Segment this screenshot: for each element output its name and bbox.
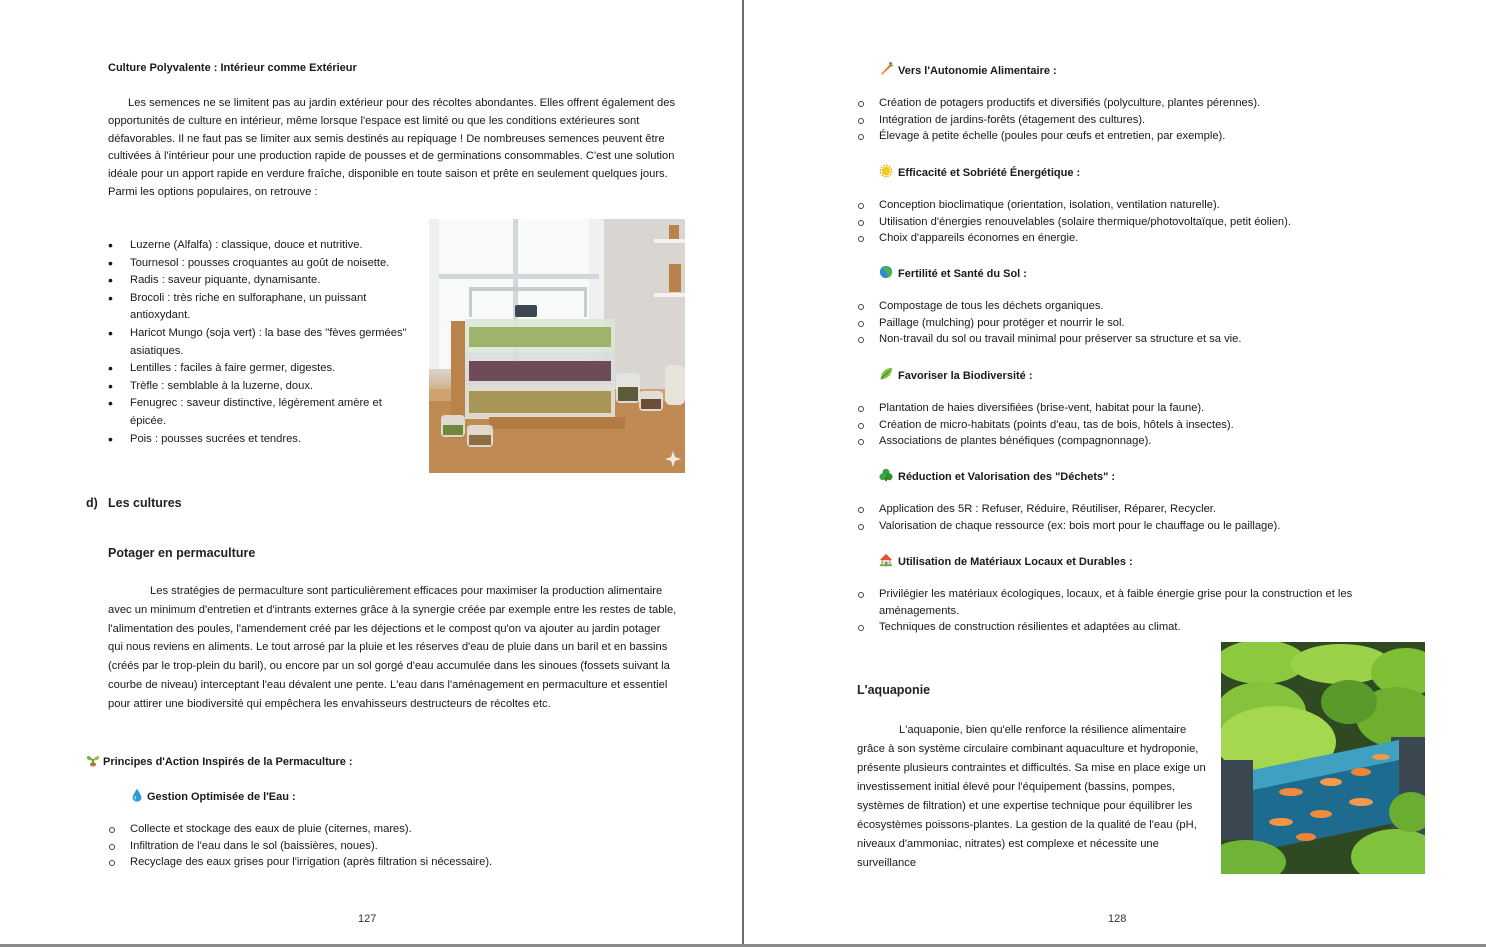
sprout-image-art (429, 219, 685, 473)
sprout-list-item: • Brocoli : très riche en sulforaphane, un puissant antioxydant. (108, 290, 418, 325)
section-list-item: Privilégier les matériaux écologiques, locaux, et à faible énergie grise pour la construction et les aménagements. (857, 586, 1417, 619)
sprout-list-item: • Tournesol : pousses croquantes au goût de noisette. (108, 255, 418, 273)
section-list (857, 95, 1417, 145)
sprout-list-item: • Fenugrec : saveur distinctive, légèrement amère et épicée. (108, 395, 418, 430)
section-heading (879, 553, 1133, 568)
water-heading-text: Gestion Optimisée de l'Eau : (147, 791, 296, 803)
section-list (857, 298, 1417, 348)
sprout-list-item: • Trèfle : semblable à la luzerne, doux. (108, 378, 418, 396)
section-list-item: Paillage (mulching) pour protéger et nourrir le sol. (857, 315, 1417, 332)
water-list-item: Collecte et stockage des eaux de pluie (citernes, mares). (108, 821, 668, 838)
section-list (857, 586, 1417, 636)
page-right (744, 0, 1486, 945)
sprout-list-item: • Pois : pousses sucrées et tendres. (108, 431, 418, 449)
section-heading (879, 62, 1057, 77)
section-list-item: Application des 5R : Refuser, Réduire, Réutiliser, Réparer, Recycler. (857, 501, 1417, 518)
principles-heading (86, 753, 353, 768)
sprout-list-item: • Lentilles : faciles à faire germer, digestes. (108, 360, 418, 378)
section-list (857, 400, 1417, 450)
section-list-item: Élevage à petite échelle (poules pour œufs et entretien, par exemple). (857, 128, 1417, 145)
section-list-item: Conception bioclimatique (orientation, isolation, ventilation naturelle). (857, 197, 1417, 214)
page-left (0, 0, 742, 945)
sprout-list-item: • Haricot Mungo (soja vert) : la base des "fèves germées" asiatiques. (108, 325, 418, 360)
section-list-item: Valorisation de chaque ressource (ex: bois mort pour le chauffage ou le paillage). (857, 518, 1417, 535)
section-heading-text: Fertilité et Santé du Sol : (898, 268, 1027, 280)
page-number: 128 (1108, 913, 1127, 925)
sprout-list-item: • Luzerne (Alfalfa) : classique, douce et nutritive. (108, 237, 418, 255)
water-heading (130, 788, 296, 803)
intro-paragraph: Les semences ne se limitent pas au jardin extérieur pour des récoltes abondantes. Elles offrent également des opportunités de culture en intérieur, même lorsque l'espace est limité ou que les conditions extérieures sont défavorables. Il ne faut pas se limiter aux semis destinés au repiquage ! De nombreuses semences peuvent être cultivées à l'intérieur pour une production rapide de pousses et de germinations consommables. C'est une solution idéale pour un apport rapide en verdure fraîche, disponible en toute saison et prête en seulement quelques jours. Parmi les options populaires, on retrouve : (108, 97, 676, 198)
section-title-cultures: Les cultures (108, 496, 182, 510)
house-icon (879, 553, 893, 567)
section-list-item: Utilisation d'énergies renouvelables (solaire thermique/photovoltaïque, petit éolien). (857, 214, 1417, 231)
section-heading-text: Favoriser la Biodiversité : (898, 370, 1033, 382)
sprout-germinator-image (429, 219, 685, 473)
tree-icon (879, 468, 893, 482)
section-list-item: Associations de plantes bénéfiques (compagnonnage). (857, 433, 1417, 450)
sprout-list (108, 237, 418, 448)
section-heading (879, 164, 1080, 179)
subsection-title-potager: Potager en permaculture (108, 546, 256, 560)
water-list-item: Recyclage des eaux grises pour l'irrigation (après filtration si nécessaire). (108, 854, 668, 871)
droplet-icon (130, 788, 144, 802)
section-heading (879, 265, 1027, 280)
section-heading-text: Réduction et Valorisation des "Déchets" : (898, 471, 1116, 483)
globe-icon (879, 265, 893, 279)
page-number: 127 (358, 913, 377, 925)
section-list-item: Non-travail du sol ou travail minimal pour préserver sa structure et sa vie. (857, 331, 1417, 348)
section-marker: d) (86, 496, 98, 510)
aquaponics-image-art (1221, 642, 1425, 874)
seedling-icon (86, 753, 100, 767)
aquaponics-paragraph: L'aquaponie, bien qu'elle renforce la résilience alimentaire grâce à son système circulaire combinant aquaculture et hydroponie, présente plusieurs contraintes et difficultés. Sa mise en place exige un investissement initial élevé pour l'équipement (bassins, pompes, systèmes de filtration) et une expertise technique pour équilibrer les écosystèmes poissons-plantes. La gestion de la qualité de l'eau (pH, niveaux d'ammoniac, nitrates) est complexe et nécessite une surveillance (857, 724, 1206, 869)
section-list-item: Plantation de haies diversifiées (brise-vent, habitat pour la faune). (857, 400, 1417, 417)
section-heading (879, 468, 1115, 483)
aquaponics-title: L'aquaponie (857, 683, 931, 697)
section-list (857, 501, 1417, 534)
carrot-icon (879, 62, 893, 76)
water-list (108, 821, 668, 871)
permaculture-paragraph: Les stratégies de permaculture sont particulièrement efficaces pour maximiser la production alimentaire avec un minimum d'entretien et d'intrants externes grâce à la synergie créée par exemple entre les restes de table, l'alimentation des poules, l'amendement créé par les déjections et le compost qu'on va ajouter au jardin potager qui nous reviens en aliments. Le tout arrosé par la pluie et les réserves d'eau de pluie dans un baril et en bassins (créés par le trop-plein du baril), ou encore par un sol gorgé d'eau accumulée dans les sinoues (fossets suivant la courbe de niveau) interceptant l'eau dévalent une pente. L'eau dans l'aménagement en permaculture et essentiel pour attirer une biodiversité qui empêchera les envahisseurs destructeurs de récoltes etc. (108, 585, 677, 710)
aquaponics-image (1221, 642, 1425, 874)
section-heading (879, 367, 1033, 382)
section-list (857, 197, 1417, 247)
section-list-item: Création de micro-habitats (points d'eau, tas de bois, hôtels à insectes). (857, 417, 1417, 434)
section-list-item: Intégration de jardins-forêts (étagement des cultures). (857, 112, 1417, 129)
sprout-list-item: • Radis : saveur piquante, dynamisante. (108, 272, 418, 290)
water-list-item: Infiltration de l'eau dans le sol (baissières, noues). (108, 838, 668, 855)
leaf-icon (879, 367, 893, 381)
section-heading-text: Efficacité et Sobriété Énergétique : (898, 167, 1081, 179)
sun-icon (879, 164, 893, 178)
section-list-item: Techniques de construction résilientes et adaptées au climat. (857, 619, 1417, 636)
section-list-item: Choix d'appareils économes en énergie. (857, 230, 1417, 247)
section-list-item: Création de potagers productifs et diversifiés (polyculture, plantes pérennes). (857, 95, 1417, 112)
section-heading-text: Vers l'Autonomie Alimentaire : (898, 65, 1057, 77)
section-list-item: Compostage de tous les déchets organiques. (857, 298, 1417, 315)
section-heading-text: Utilisation de Matériaux Locaux et Durables : (898, 556, 1133, 568)
heading-culture-polyvalente: Culture Polyvalente : Intérieur comme Extérieur (108, 62, 357, 74)
principles-heading-text: Principes d'Action Inspirés de la Permaculture : (103, 756, 353, 768)
